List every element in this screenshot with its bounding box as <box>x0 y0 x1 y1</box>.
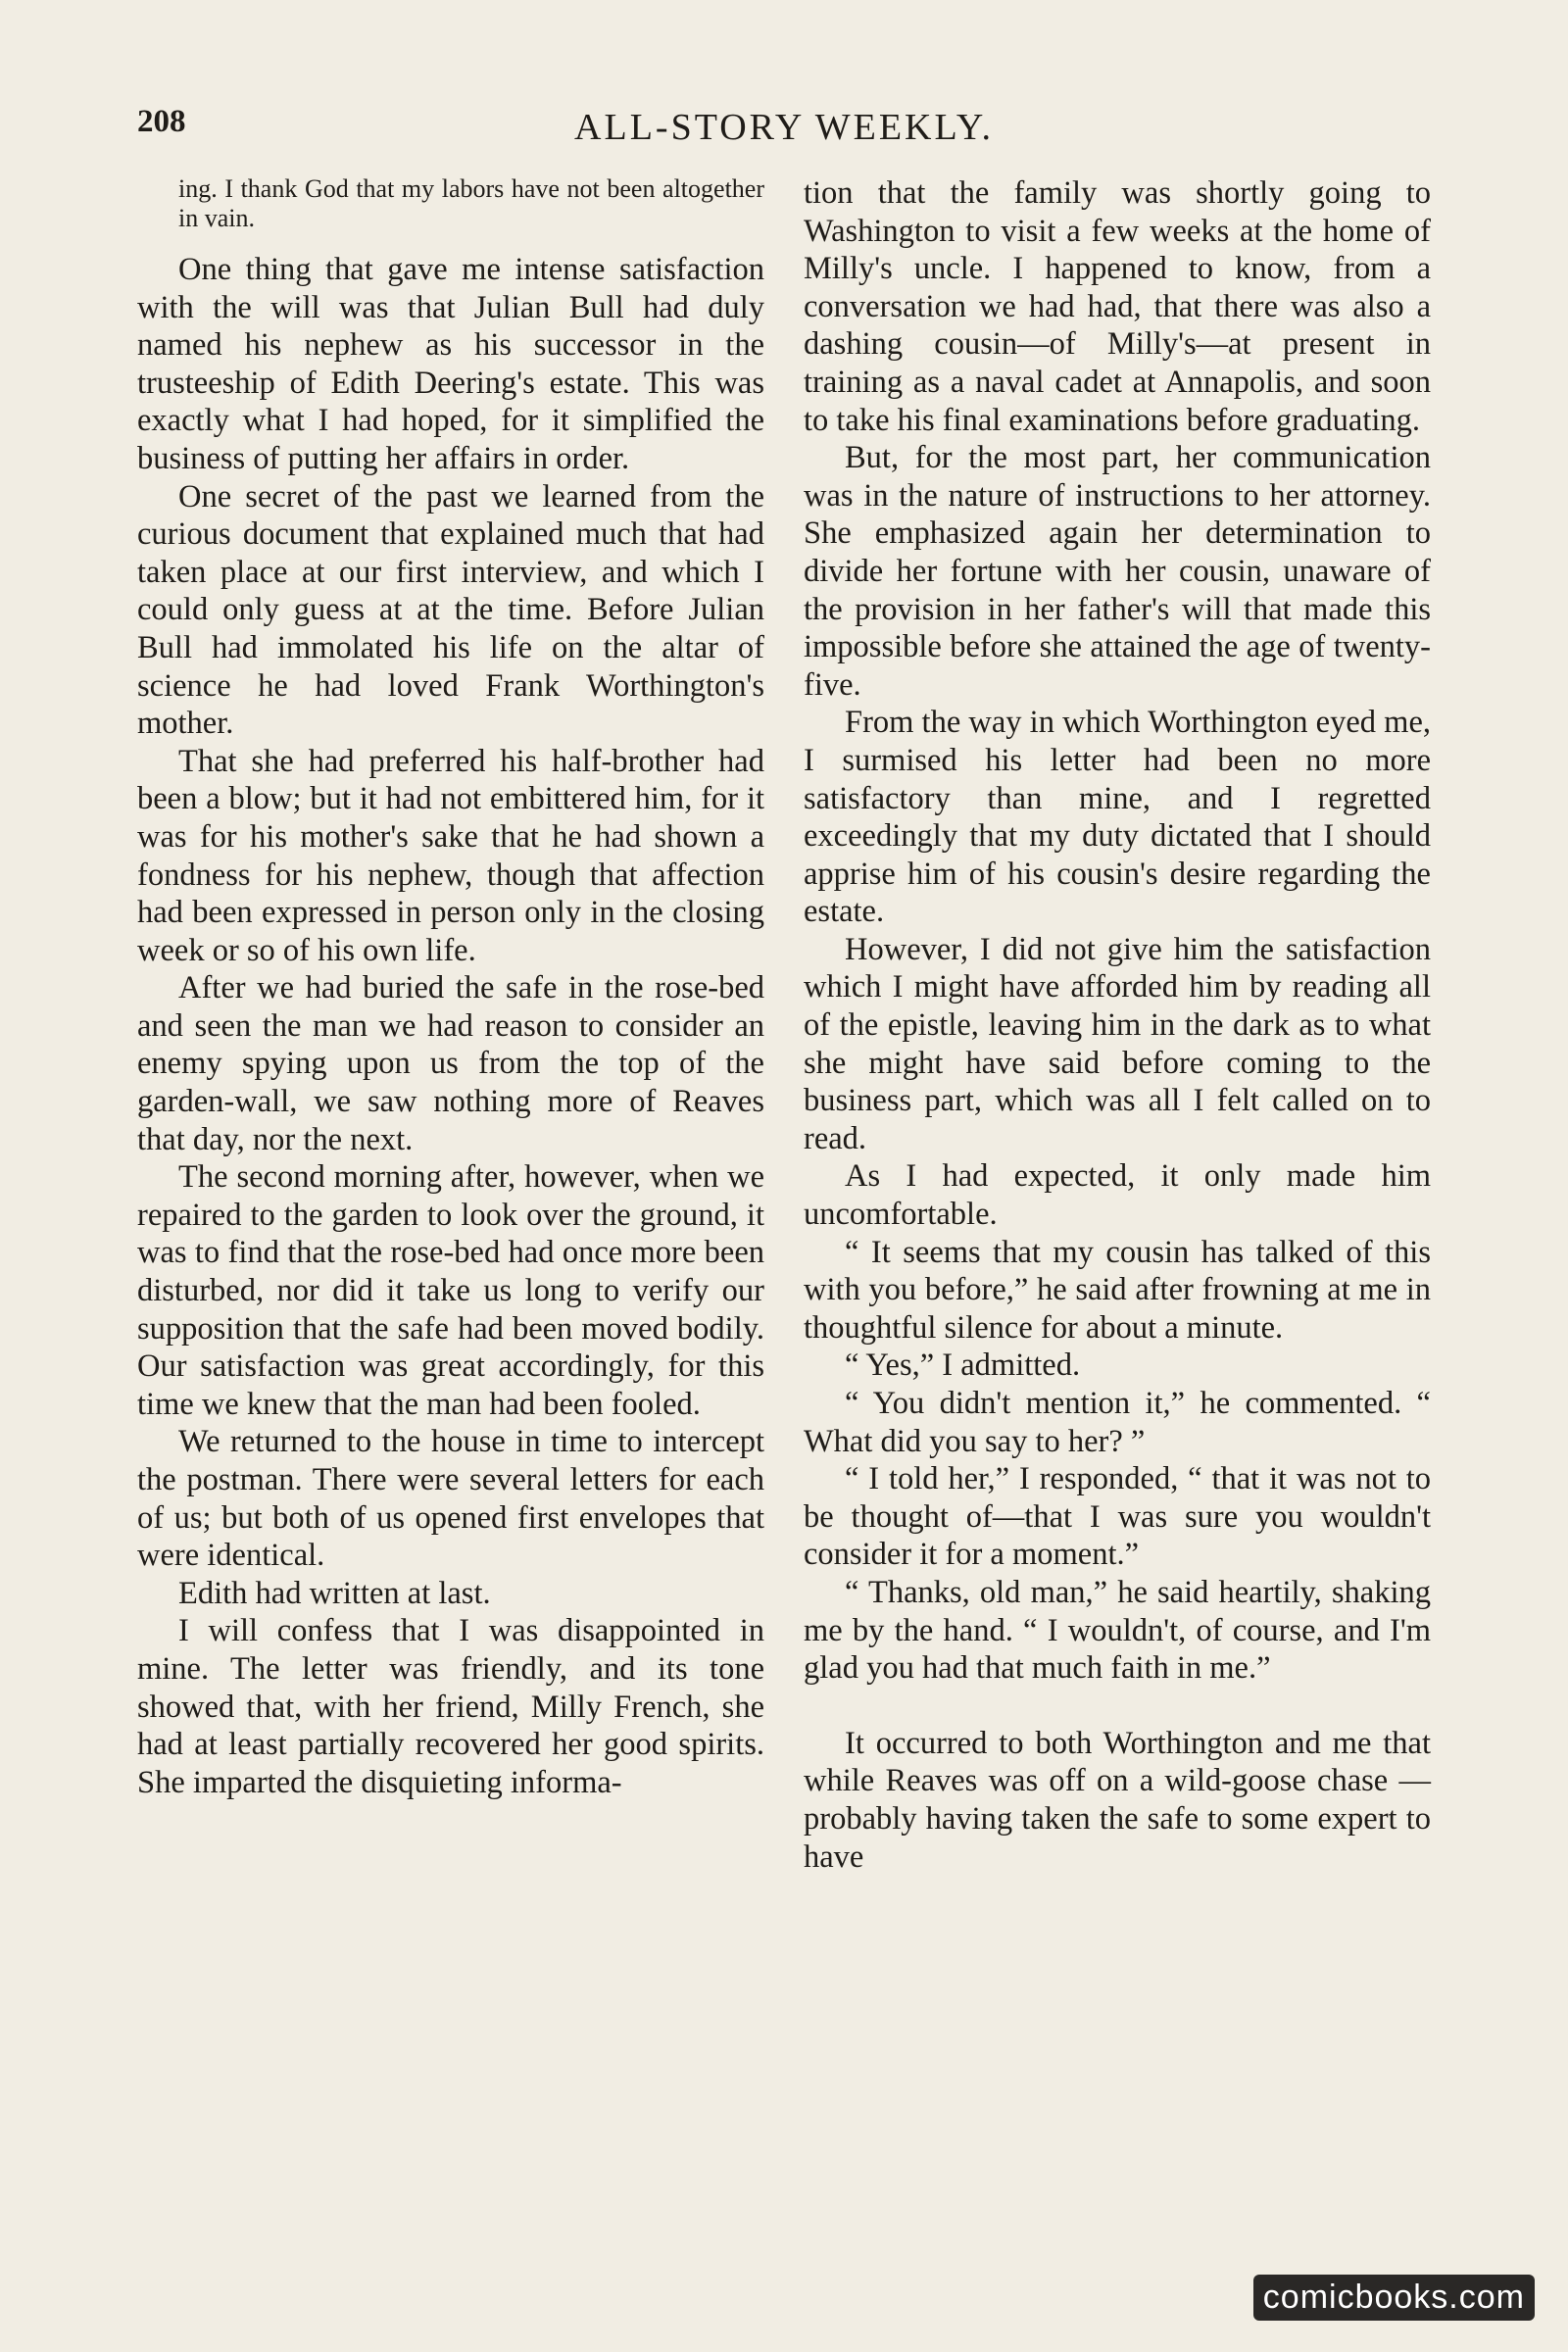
paragraph: As I had expected, it only made him uncomfortable. <box>804 1158 1431 1233</box>
watermark: comicbooks.com <box>1253 2275 1535 2321</box>
paragraph: “ Yes,” I admitted. <box>845 1348 1081 1384</box>
paragraph: ing. I thank God that my labors have not been altogether in vain. <box>178 174 764 232</box>
paragraph: tion that the family was shortly going to Washington to visit a few weeks at the home of Milly's uncle. I happened to know, from a conversation we had had, that there was also a dashing cousin—of Milly's—at present in training as a naval cadet at Annapolis, and soon to take his final examinations before graduating. <box>804 175 1431 438</box>
paragraph: One thing that gave me intense satisfaction with the will was that Julian Bull had duly named his nephew as his successor in the trusteeship of Edith Deering's estate. This was exactly what I had hoped, for it simplified the business of putting her affairs in order. <box>137 252 764 476</box>
paragraph: One secret of the past we learned from the curious document that explained much that had taken place at our first interview, and which I could only guess at at the time. Before Julian Bull had immolated his life on the altar of science he had loved Frank Worthington's mother. <box>137 478 764 742</box>
paragraph: However, I did not give him the satisfaction which I might have afforded him by reading all of the epistle, leaving him in the dark as to what she might have said before coming to the business part, which was all I felt called on to read. <box>804 931 1431 1156</box>
paragraph: From the way in which Worthington eyed me, I surmised his letter had been no more satisfactory than mine, and I regretted exceedingly that my duty dictated that I should apprise him of his cousin's desire regarding the estate. <box>804 705 1431 930</box>
paragraph: That she had preferred his half-brother had been a blow; but it had not embittered him, for it was for his mother's sake that he had shown a fondness for his nephew, though that affection had been expressed in person only in the closing week or so of his own life. <box>137 743 764 968</box>
running-head: ALL-STORY WEEKLY. <box>574 107 994 148</box>
paragraph: “ Thanks, old man,” he said heartily, shaking me by the hand. “ I wouldn't, of course, and I'm glad you had that much faith in me.” <box>804 1574 1431 1687</box>
paragraph: “ You didn't mention it,” he commented. “ What did you say to her? ” <box>804 1386 1431 1459</box>
paragraph: We returned to the house in time to intercept the postman. There were several letters for each of us; but both of us opened first envelopes that were identical. <box>137 1424 764 1574</box>
paragraph: I will confess that I was disappointed in mine. The letter was friendly, and its tone showed that, with her friend, Milly French, she had at least partially recovered her good spirits. She imparted the disquieting informa- <box>137 1613 764 1800</box>
page-header <box>137 98 1431 157</box>
right-column <box>804 174 1431 1876</box>
paragraph: “ I told her,” I responded, “ that it was not to be thought of—that I was sure you wouldn't consider it for a moment.” <box>804 1461 1431 1573</box>
paragraph: The second morning after, however, when we repaired to the garden to look over the ground, it was to find that the rose-bed had once more been disturbed, nor did it take us long to verify our supposition that the safe had been moved bodily. Our satisfaction was great accordingly, for this time we knew that the man had been fooled. <box>137 1159 764 1422</box>
paragraph: After we had buried the safe in the rose-bed and seen the man we had reason to consider an enemy spying upon us from the top of the garden-wall, we saw nothing more of Reaves that day, nor the next. <box>137 970 764 1157</box>
paragraph: It occurred to both Worthington and me that while Reaves was off on a wild-goose chase — probably having taken the safe to some expert to have <box>804 1725 1431 1875</box>
paragraph: Edith had written at last. <box>178 1575 491 1611</box>
paragraph: But, for the most part, her communication was in the nature of instructions to her attorney. She emphasized again her determination to divide her fortune with her cousin, unaware of the provision in her father's will that made this impossible before she attained the age of twenty-five. <box>804 440 1431 703</box>
paragraph: “ It seems that my cousin has talked of this with you before,” he said after frowning at me in thoughtful silence for about a minute. <box>804 1234 1431 1346</box>
left-column <box>137 174 764 1801</box>
page-number: 208 <box>137 104 186 139</box>
